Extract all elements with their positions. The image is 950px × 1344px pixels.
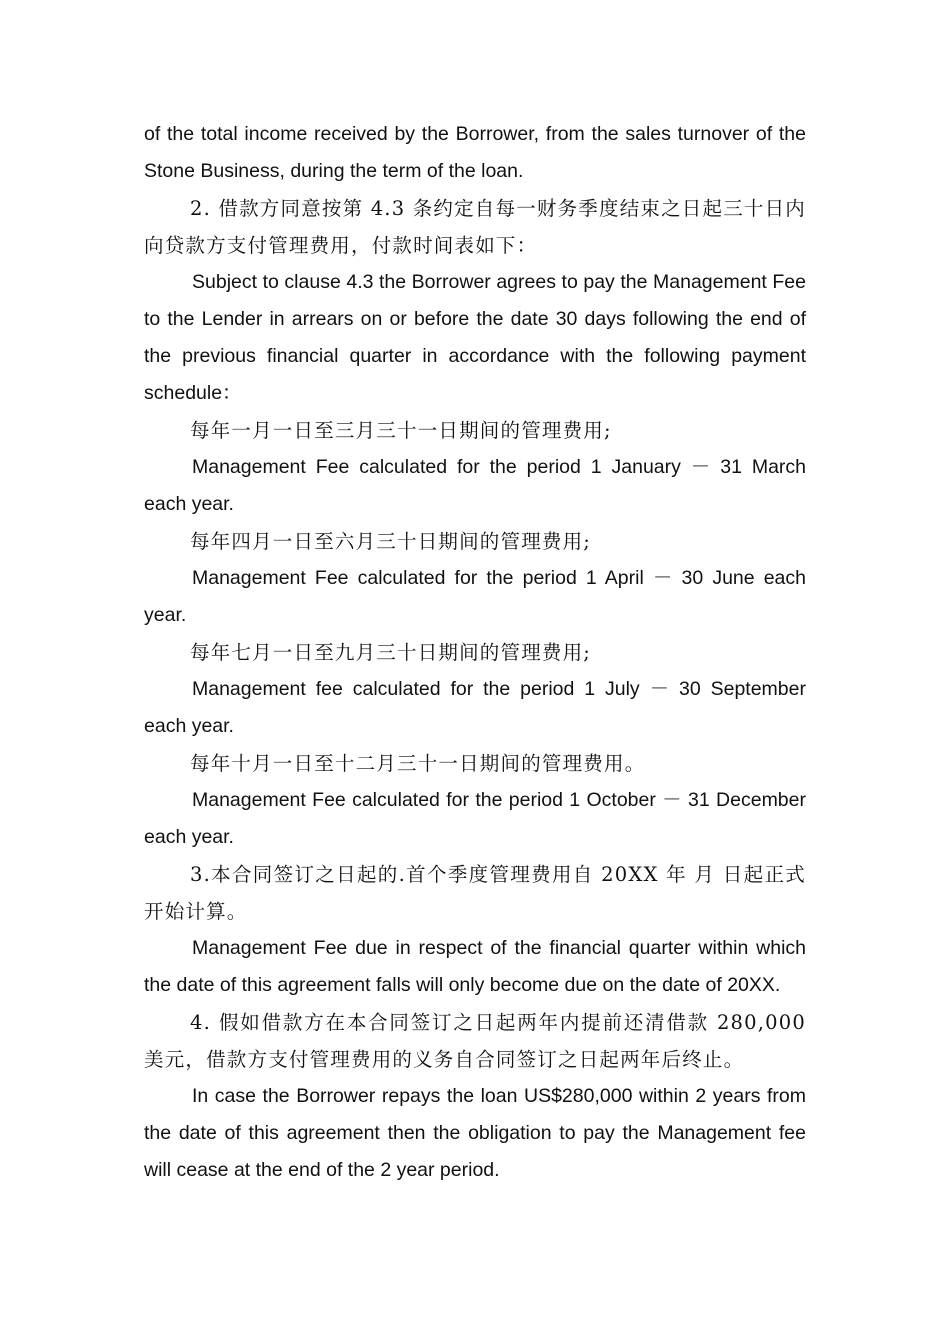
paragraph-q1-zh: 每年一月一日至三月三十一日期间的管理费用; [190, 419, 612, 442]
paragraph-clause-3-zh: 3.本合同签订之日起的.首个季度管理费用自 20XX 年 月 日起正式开始计算。 [144, 863, 806, 923]
paragraph-q1-en: Management Fee calculated for the period 1 January － 31 March each year. [144, 456, 806, 515]
paragraph-q2-zh: 每年四月一日至六月三十日期间的管理费用; [190, 530, 592, 553]
paragraph-q2-en: Management Fee calculated for the period 1 April － 30 June each year. [144, 567, 806, 626]
document-page [144, 116, 806, 1189]
paragraph-income-continuation: of the total income received by the Borrower, from the sales turnover of the Stone Business, during the term of the loan. [144, 123, 806, 182]
paragraph-clause-2-zh: 2. 借款方同意按第 4.3 条约定自每一财务季度结束之日起三十日内向贷款方支付管理费用，付款时间表如下： [144, 197, 807, 257]
paragraph-q4-en: Management Fee calculated for the period 1 October － 31 December each year. [144, 789, 806, 848]
paragraph-q3-zh: 每年七月一日至九月三十日期间的管理费用; [190, 641, 592, 664]
paragraph-clause-2-en: Subject to clause 4.3 the Borrower agrees to pay the Management Fee to the Lender in arrears on or before the date 30 days following the end of the previous financial quarter in accordance with the following payment schedule： [144, 271, 806, 404]
paragraph-clause-3-en: Management Fee due in respect of the financial quarter within which the date of this agreement falls will only become due on the date of 20XX. [144, 937, 806, 996]
paragraph-clause-4-en: In case the Borrower repays the loan US$280,000 within 2 years from the date of this agreement then the obligation to pay the Management fee will cease at the end of the 2 year period. [144, 1085, 806, 1181]
paragraph-q3-en: Management fee calculated for the period 1 July － 30 September each year. [144, 678, 806, 737]
paragraph-clause-4-zh: 4. 假如借款方在本合同签订之日起两年内提前还清借款 280,000 美元，借款方支付管理费用的义务自合同签订之日起两年后终止。 [144, 1011, 806, 1071]
paragraph-q4-zh: 每年十月一日至十二月三十一日期间的管理费用。 [190, 752, 646, 775]
